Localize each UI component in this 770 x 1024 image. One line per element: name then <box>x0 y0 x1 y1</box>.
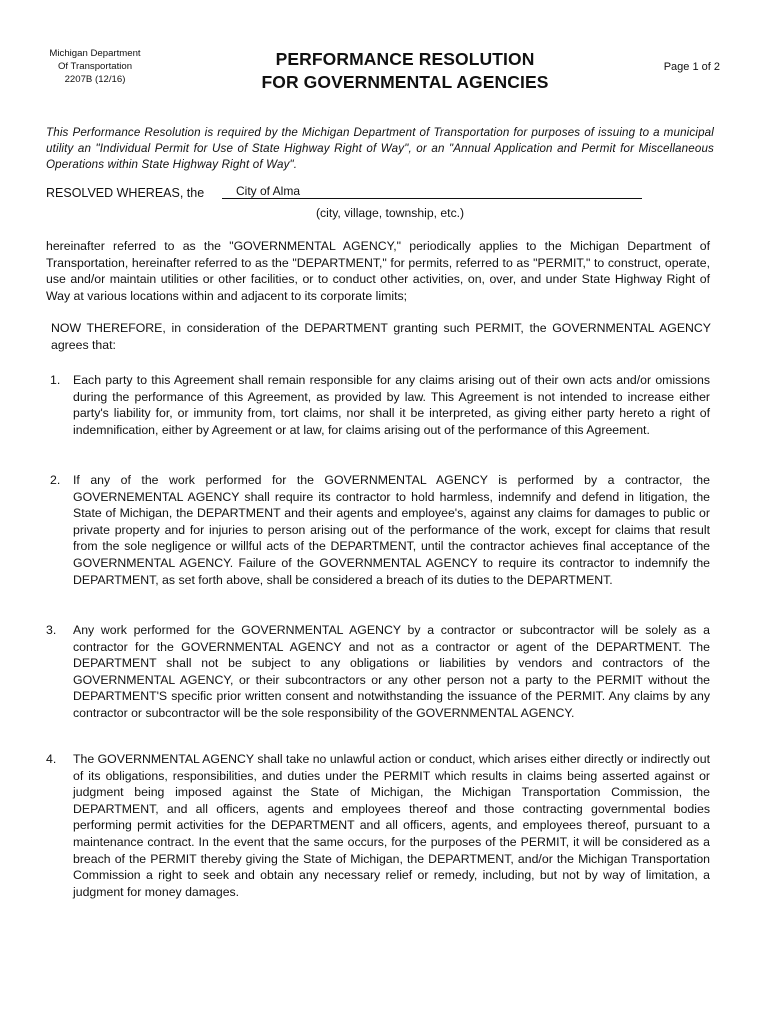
agency-block <box>40 47 150 86</box>
title-line2: FOR GOVERNMENTAL AGENCIES <box>261 72 549 92</box>
list-item-number: 1. <box>50 373 61 387</box>
now-therefore-paragraph: NOW THEREFORE, in consideration of the DEPARTMENT granting such PERMIT, the GOVERNMENTAL AGENCY agrees that: <box>51 321 711 352</box>
intro-paragraph: This Performance Resolution is required by the Michigan Department of Transportation for purposes of issuing to a municipal utility an "Individual Permit for Use of State Highway Right of Way", or an "Annual Application and Permit for Miscellaneous Operations within State Highway Right of Way". <box>46 126 714 171</box>
agency-name-line2: Of Transportation <box>57 61 133 72</box>
hereinafter-paragraph: hereinafter referred to as the "GOVERNMENTAL AGENCY," periodically applies to the Michigan Department of Transportation, hereinafter referred to as the "DEPARTMENT," for permits, referred to as "PERMIT," to construct, operate, use and/or maintain utilities or other facilities, or to conduct other activities, on, over, and under State Highway Right of Way at various locations within and adjacent to its corporate limits; <box>46 239 710 303</box>
list-item-number: 2. <box>50 473 61 487</box>
list-item-text: If any of the work performed for the GOVERNMENTAL AGENCY is performed by a contractor, the GOVERNEMENTAL AGENCY shall require its contractor to hold harmless, indemnify and defend in litigation, the State of Michigan, the DEPARTMENT and their agents and employee's, against any claims for damages to public or private property and for injuries to person arising out of the performance of the work, except for claims that result from the sole negligence or willful acts of the DEPARTMENT, until the contractor achieves final acceptance of the GOVERNMENTAL AGENCY. Failure of the GOVERNMENTAL AGENCY to require its contractor to indemnify the DEPARTMENT, as set forth above, shall be considered a breach of its duties to the DEPARTMENT. <box>73 473 710 587</box>
list-item-text: Any work performed for the GOVERNMENTAL AGENCY by a contractor or subcontractor will be solely as a contractor for the GOVERNMENTAL AGENCY and not as a contractor or agent of the DEPARTMENT. The DEPARTMENT shall not be subject to any obligations or liabilities by vendors and contractors of the GOVERNMENTAL AGENCY, or their subcontractors or any other person not a party to the PERMIT without the DEPARTMENT'S specific prior written consent and notwithstanding the issuance of the PERMIT. Any claims by any contractor or subcontractor will be the sole responsibility of the GOVERNMENTAL AGENCY. <box>73 623 710 720</box>
list-item-text: The GOVERNMENTAL AGENCY shall take no unlawful action or conduct, which arises either directly or indirectly out of its obligations, responsibilities, and duties under the PERMIT which results in claims being asserted against or judgment being imposed against the State of Michigan, the Michigan Transportation Commission, the DEPARTMENT, and all officers, agents and employees thereof and those contracting governmental bodies performing permit activities for the DEPARTMENT and all officers, agents, and employees thereof, pursuant to a maintenance contract. In the event that the same occurs, for the purposes of the PERMIT, it will be considered as a breach of the PERMIT thereby giving the State of Michigan, the DEPARTMENT, and/or the Michigan Transportation Commission a right to seek and obtain any necessary relief or remedy, including, but not by way of limitation, a judgment for money damages. <box>73 752 710 899</box>
list-item-text: Each party to this Agreement shall remain responsible for any claims arising out of their own acts and/or omissions during the performance of this Agreement, as provided by law. This Agreement is not intended to increase either party's liability for, or immunity from, tort claims, nor shall it be interpreted, as giving either party hereto a right of indemnification, either by Agreement or at law, for claims arising out of the performance of this Agreement. <box>73 373 710 437</box>
page-number: Page 1 of 2 <box>663 61 720 73</box>
title-line1: PERFORMANCE RESOLUTION <box>275 49 535 69</box>
form-number: 2207B (12/16) <box>64 74 126 85</box>
agency-name-field[interactable]: City of Alma <box>222 184 642 199</box>
resolved-label: RESOLVED WHEREAS, the <box>46 186 205 200</box>
page-title <box>200 48 610 94</box>
agency-name-hint: (city, village, township, etc.) <box>316 206 465 220</box>
list-item-number: 3. <box>46 623 57 637</box>
agency-name-line1: Michigan Department <box>49 48 141 59</box>
list-item-number: 4. <box>46 752 57 766</box>
